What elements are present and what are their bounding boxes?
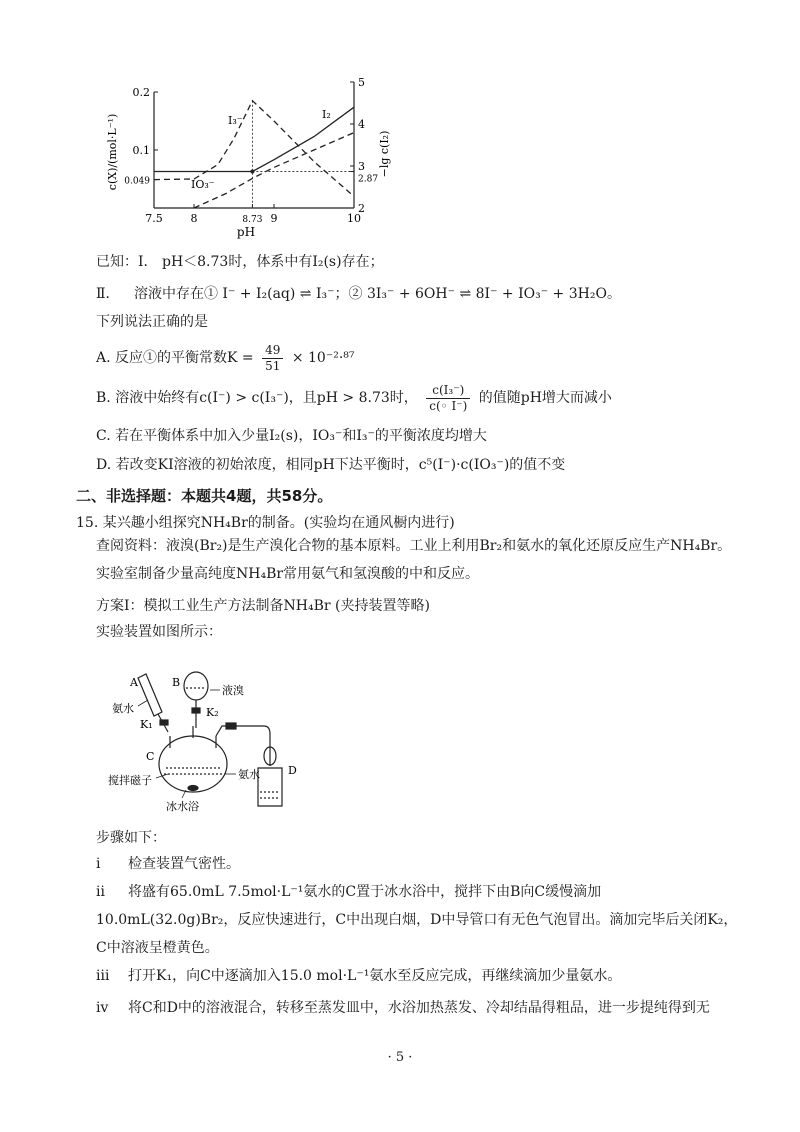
- page-number: · 5 ·: [387, 1050, 413, 1065]
- label-ammonia-right: 氨水: [238, 768, 260, 781]
- q15-setup: 实验装置如图所示：: [96, 624, 222, 640]
- known-2-text: 溶液中存在① I⁻ + I₂(aq) ⇌ I₃⁻；② 3I₃⁻ + 6OH⁻ ⇌ 8I⁻ + IO₃⁻ + 3H₂O。: [133, 286, 621, 302]
- q15-plan: 方案Ⅰ：模拟工业生产方法制备NH₄Br (夹持装置等略): [96, 598, 430, 614]
- y-right-tick-label: 2.87: [358, 174, 379, 185]
- option-d: D. 若改变KI溶液的初始浓度，相同pH下达平衡时，c⁵(I⁻)·c(IO₃⁻)的值不变: [96, 457, 566, 473]
- option-a-suffix: × 10⁻²·⁸⁷: [291, 350, 355, 366]
- x-axis-label: pH: [236, 225, 256, 239]
- section-title: 二、非选择题：本题共4题，共58分。: [76, 487, 333, 505]
- steps-title: 步骤如下：: [96, 830, 166, 846]
- label-ammonia-left: 氨水: [112, 702, 134, 715]
- funnel-b: [184, 672, 208, 728]
- y-left-axis-label: c(X)/(mol·L⁻¹): [106, 113, 119, 191]
- option-a-denominator: 51: [265, 358, 281, 373]
- step-3: [96, 962, 742, 990]
- step-1: [96, 850, 742, 878]
- flask-c: [159, 726, 227, 792]
- question-stem: 下列说法正确的是: [96, 314, 208, 330]
- step-3-text: 打开K₁，向C中逐滴加入15.0 mol·L⁻¹氨水至反应完成，再继续滴加少量氨水。: [128, 968, 622, 984]
- step-2: [96, 878, 742, 962]
- option-b: [96, 380, 612, 416]
- label-bromine: 液溴: [222, 684, 244, 697]
- option-b-suffix: 的值随pH增大而减小: [478, 390, 612, 406]
- y-left-tick-label: 0.2: [132, 86, 150, 99]
- y-right-tick-label: 2: [358, 202, 365, 215]
- option-c: C. 若在平衡体系中加入少量I₂(s)，IO₃⁻和I₃⁻的平衡浓度均增大: [96, 428, 487, 444]
- label-b: B: [172, 676, 181, 689]
- option-a: [96, 340, 355, 376]
- known-1-text: pH＜8.73时，体系中有I₂(s)存在；: [161, 254, 384, 270]
- known-label: 已知：Ⅰ．: [96, 254, 158, 270]
- label-ice-bath: 冰水浴: [166, 800, 199, 813]
- label-c: C: [146, 750, 155, 763]
- y-right-tick-label: 4: [358, 118, 365, 131]
- label-stirrer: 搅拌磁子: [108, 774, 152, 787]
- label-k2: K₂: [206, 706, 219, 719]
- gas-tube: [216, 723, 270, 766]
- intersection-point: [250, 169, 254, 173]
- q15-info: 查阅资料：液溴(Br₂)是生产溴化合物的基本原料。工业上利用Br₂和氨水的氧化还原反应生产NH₄Br。实验室制备少量高纯度NH₄Br常用氨气和氢溴酸的中和反应。: [96, 538, 732, 582]
- label-a: A: [130, 676, 138, 689]
- option-b-denominator: c(◦ I⁻): [429, 398, 468, 413]
- label-i2: I₂: [322, 108, 331, 121]
- step-4-text: 将C和D中的溶液混合，转移至蒸发皿中，水浴加热蒸发、冷却结晶得粗品，进一步提纯得到无: [128, 1000, 710, 1016]
- x-tick-label: 9: [270, 212, 278, 225]
- option-b-numerator: c(I₃⁻): [426, 383, 470, 399]
- known-1: [96, 252, 384, 272]
- x-tick-label: 8: [190, 212, 198, 225]
- q15-title: 15. 某兴趣小组探究NH₄Br的制备。(实验均在通风橱内进行): [76, 515, 455, 531]
- y-left-tick-label: 0.1: [132, 144, 150, 157]
- step-1-text: 检查装置气密性。: [128, 856, 240, 872]
- option-b-fraction: [426, 383, 470, 414]
- y-left-tick-label: 0.049: [124, 176, 150, 187]
- label-d: D: [288, 764, 297, 777]
- ph-concentration-chart: [96, 72, 406, 242]
- step-1-num: ⅰ: [96, 856, 101, 872]
- label-k1: K₁: [140, 718, 153, 731]
- step-4-num: ⅳ: [96, 1000, 109, 1016]
- option-a-numerator: 49: [262, 343, 283, 359]
- label-i3: I₃⁻: [228, 114, 243, 127]
- series-line-1: [194, 133, 354, 208]
- option-b-prefix: B. 溶液中始终有c(I⁻) > c(I₃⁻)，且pH > 8.73时，: [96, 390, 418, 406]
- step-2-num: ⅱ: [96, 884, 105, 900]
- y-right-tick-label: 5: [358, 76, 365, 89]
- step-3-num: ⅲ: [96, 968, 110, 984]
- x-tick-label: 7.5: [145, 212, 163, 225]
- option-a-prefix: A. 反应①的平衡常数K =: [96, 350, 254, 366]
- known-2-label: Ⅱ．: [96, 286, 120, 302]
- x-tick-label: 10: [347, 212, 361, 225]
- option-a-fraction: [262, 343, 283, 374]
- y-right-tick-label: 3: [358, 160, 365, 173]
- label-io3: IO₃⁻: [191, 178, 215, 191]
- step-4: [96, 994, 742, 1022]
- y-right-axis-label: −lg c(I₂): [378, 130, 391, 178]
- x-tick-label: 8.73: [242, 215, 263, 225]
- known-2: [96, 284, 621, 304]
- step-2-text: 将盛有65.0mL 7.5mol·L⁻¹氨水的C置于冰水浴中，搅拌下由B向C缓慢滴加10.0mL(32.0g)Br₂，反应快速进行，C中出现白烟，D中导管口有无色气泡冒出。滴加完毕后关闭K₂，C中溶液呈橙黄色。: [96, 884, 738, 956]
- apparatus-diagram: [108, 656, 338, 816]
